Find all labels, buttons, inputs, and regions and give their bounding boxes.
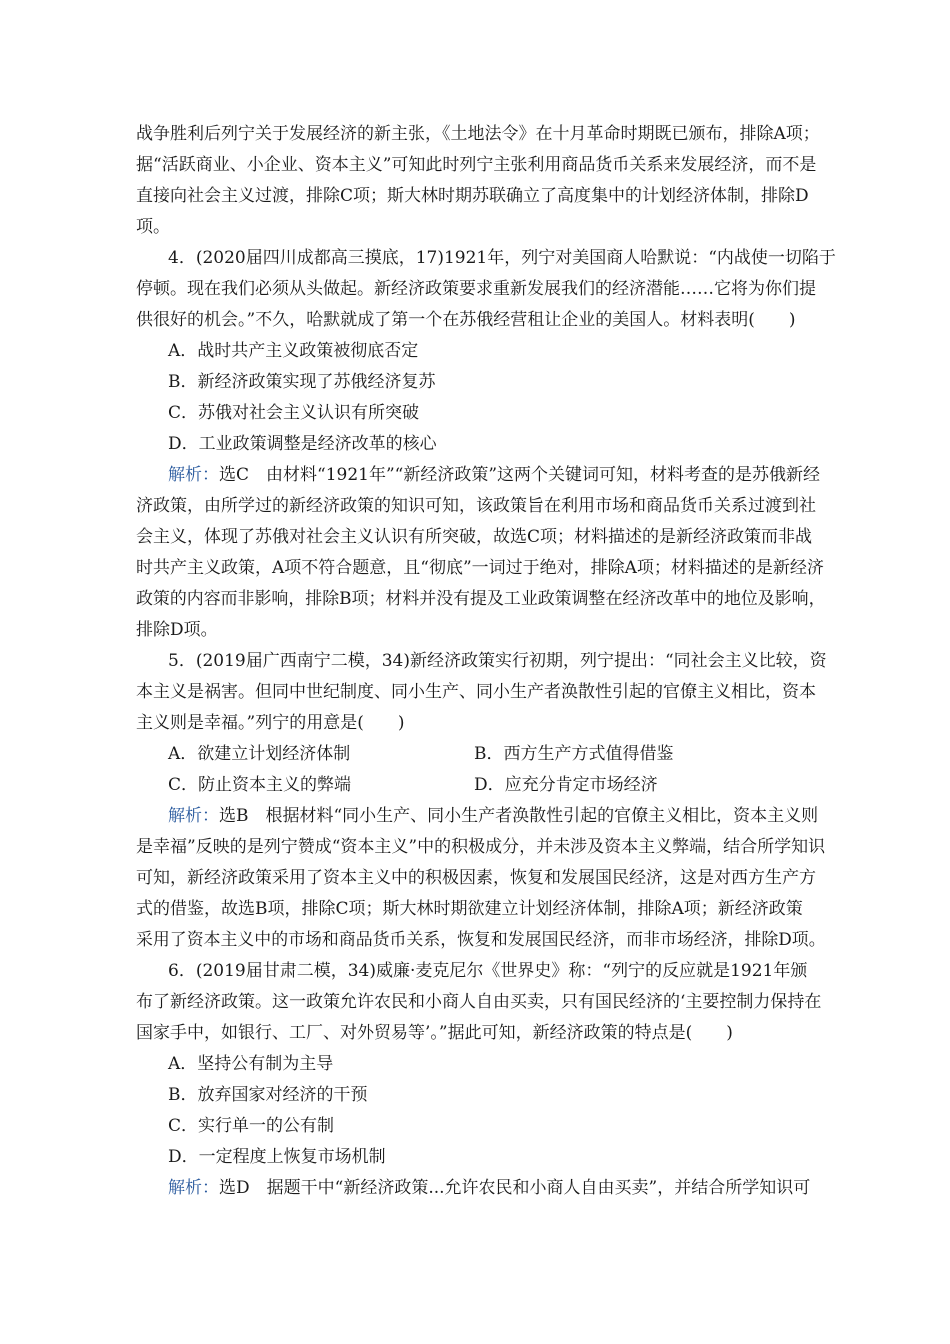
text-line: 主义则是幸福。”列宁的用意是( ) bbox=[136, 713, 405, 733]
text-line: 据“活跃商业、小企业、资本主义”可知此时列宁主张利用商品货币关系来发展经济，而不是 bbox=[136, 155, 817, 175]
option-a: A．欲建立计划经济体制 bbox=[168, 744, 351, 764]
option-b: B．西方生产方式值得借鉴 bbox=[474, 744, 674, 764]
text-line: 时共产主义政策，A项不符合题意，且“彻底”一词过于绝对，排除A项；材料描述的是新经济 bbox=[136, 558, 824, 578]
text-line: 停顿。现在我们必须从头做起。新经济政策要求重新发展我们的经济潜能……它将为你们提 bbox=[136, 279, 816, 299]
option-d: D．一定程度上恢复市场机制 bbox=[168, 1147, 386, 1167]
text-line: 济政策，由所学过的新经济政策的知识可知，该政策旨在利用市场和商品货币关系过渡到社 bbox=[136, 496, 816, 516]
text-line: 布了新经济政策。这一政策允许农民和小商人自由买卖，只有国民经济的‘主要控制力保持在 bbox=[136, 992, 822, 1012]
question-4-stem: 4．(2020届四川成都高三摸底，17)1921年，列宁对美国商人哈默说：“内战使一切陷于 bbox=[168, 248, 836, 268]
analysis-text: 选C 由材料“1921年”“新经济政策”这两个关键词可知，材料考查的是苏俄新经 bbox=[219, 465, 821, 485]
text-line: 排除D项。 bbox=[136, 620, 218, 640]
option-c: C．苏俄对社会主义认识有所突破 bbox=[168, 403, 420, 423]
analysis-text: 选D 据题干中“新经济政策...允许农民和小商人自由买卖”，并结合所学知识可 bbox=[219, 1178, 811, 1198]
text-line: 国家手中，如银行、工厂、对外贸易等’。”据此可知，新经济政策的特点是( ) bbox=[136, 1023, 733, 1043]
text-line: 本主义是祸害。但同中世纪制度、同小生产、同小生产者涣散性引起的官僚主义相比，资本 bbox=[136, 682, 816, 702]
option-a: A．战时共产主义政策被彻底否定 bbox=[168, 341, 419, 361]
analysis-label: 解析： bbox=[168, 1178, 219, 1198]
analysis-line bbox=[168, 805, 858, 827]
text-line: 式的借鉴，故选B项，排除C项；斯大林时期欲建立计划经济体制，排除A项；新经济政策 bbox=[136, 899, 803, 919]
option-d: D．应充分肯定市场经济 bbox=[474, 775, 658, 795]
text-line: 会主义，体现了苏俄对社会主义认识有所突破，故选C项；材料描述的是新经济政策而非战 bbox=[136, 527, 813, 547]
analysis-line bbox=[168, 1177, 858, 1199]
text-line: 直接向社会主义过渡，排除C项；斯大林时期苏联确立了高度集中的计划经济体制，排除D bbox=[136, 186, 809, 206]
text-line: 战争胜利后列宁关于发展经济的新主张，《土地法令》在十月革命时期既已颁布，排除A项； bbox=[136, 124, 820, 144]
option-c: C．防止资本主义的弊端 bbox=[168, 775, 352, 795]
analysis-line bbox=[168, 464, 858, 486]
text-line: 是幸福”反映的是列宁赞成“资本主义”中的积极成分，并未涉及资本主义弊端，结合所学知识 bbox=[136, 837, 826, 857]
option-b: B．新经济政策实现了苏俄经济复苏 bbox=[168, 372, 436, 392]
question-5-stem: 5．(2019届广西南宁二模，34)新经济政策实行初期，列宁提出：“同社会主义比较，资 bbox=[168, 651, 827, 671]
text-line: 可知，新经济政策采用了资本主义中的积极因素，恢复和发展国民经济，这是对西方生产方 bbox=[136, 868, 816, 888]
option-b: B．放弃国家对经济的干预 bbox=[168, 1085, 368, 1105]
text-line: 供很好的机会。”不久，哈默就成了第一个在苏俄经营租让企业的美国人。材料表明( ) bbox=[136, 310, 796, 330]
text-line: 政策的内容而非影响，排除B项；材料并没有提及工业政策调整在经济改革中的地位及影响， bbox=[136, 589, 826, 609]
option-d: D．工业政策调整是经济改革的核心 bbox=[168, 434, 437, 454]
option-c: C．实行单一的公有制 bbox=[168, 1116, 335, 1136]
analysis-text: 选B 根据材料“同小生产、同小生产者涣散性引起的官僚主义相比，资本主义则 bbox=[219, 806, 819, 826]
option-a: A．坚持公有制为主导 bbox=[168, 1054, 334, 1074]
text-line: 项。 bbox=[136, 217, 170, 237]
text-line: 采用了资本主义中的市场和商品货币关系，恢复和发展国民经济，而非市场经济，排除D项。 bbox=[136, 930, 826, 950]
analysis-label: 解析： bbox=[168, 806, 219, 826]
question-6-stem: 6．(2019届甘肃二模，34)威廉·麦克尼尔《世界史》称：“列宁的反应就是1921年颁 bbox=[168, 961, 808, 981]
analysis-label: 解析： bbox=[168, 465, 219, 485]
